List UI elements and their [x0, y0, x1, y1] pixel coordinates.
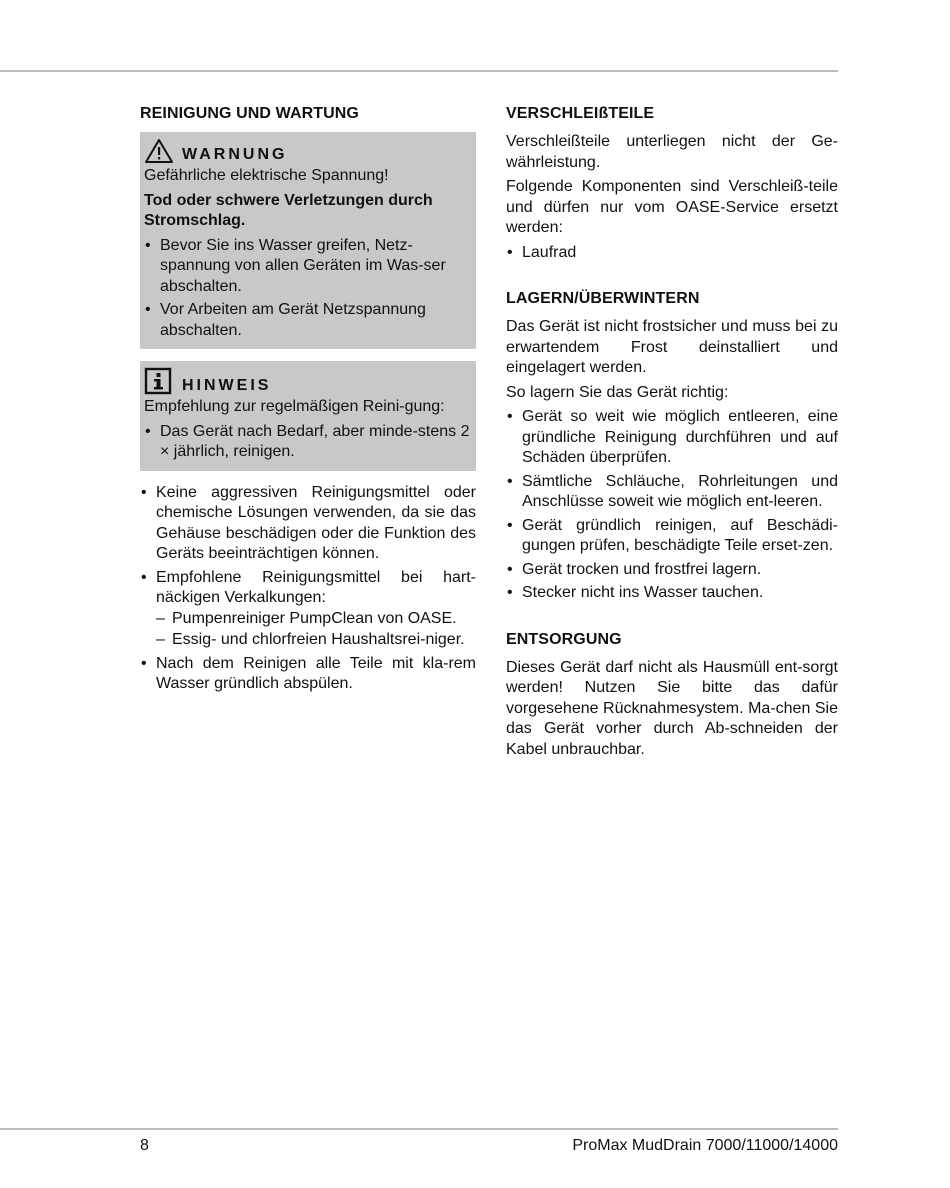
list-item: • Vor Arbeiten am Gerät Netzspannung abschalten.: [144, 300, 472, 341]
storage-list: [506, 407, 838, 604]
warning-text: Gefährliche elektrische Spannung!: [144, 167, 389, 184]
list-item: • Gerät so weit wie möglich entleeren, eine gründliche Reinigung durchführen und auf Schäden überprüfen.: [506, 407, 838, 469]
cleaning-list: [140, 483, 476, 695]
sub-list-item: – Pumpenreiniger PumpClean von OASE.: [156, 609, 476, 630]
hint-title: [144, 367, 472, 395]
list-item: • Gerät trocken und frostfrei lagern.: [506, 560, 838, 581]
list-item: • Bevor Sie ins Wasser greifen, Netz-spannung von allen Geräten im Was-ser abschalten.: [144, 236, 472, 298]
hint-label: HINWEIS: [182, 377, 272, 394]
page-number: 8: [140, 1137, 149, 1154]
info-icon: [144, 367, 174, 395]
wear-paragraph-1: Verschleißteile unterliegen nicht der Ge-währleistung.: [506, 133, 838, 171]
wear-paragraph-2: Folgende Komponenten sind Verschleiß-teile und dürfen nur vom OASE-Service ersetzt werden:: [506, 178, 838, 236]
hint-list: [144, 422, 472, 463]
footer-rule: [0, 1128, 838, 1130]
right-column: [506, 104, 838, 764]
storage-paragraph-2: So lagern Sie das Gerät richtig:: [506, 383, 729, 401]
product-title: ProMax MudDrain 7000/11000/14000: [572, 1137, 838, 1154]
disposal-paragraph: Dieses Gerät darf nicht als Hausmüll ent-sorgt werden! Nutzen Sie bitte das dafür vorgesehene Rücknahmesystem. Ma-chen Sie das Gerät vorher durch Ab-schneiden der Kabel unbrauchbar.: [506, 658, 838, 758]
storage-paragraph-1: Das Gerät ist nicht frostsicher und muss bei zu erwartendem Frost deinstalliert und eingelagert werden.: [506, 318, 838, 376]
section-heading-disposal: ENTSORGUNG: [506, 630, 622, 648]
list-item: • Laufrad: [506, 243, 838, 264]
hint-text: Empfehlung zur regelmäßigen Reini-gung:: [144, 398, 445, 415]
cleaner-sublist: [156, 609, 476, 651]
left-column: [140, 104, 476, 699]
warning-label: WARNUNG: [182, 146, 288, 163]
list-item: • Das Gerät nach Bedarf, aber minde-stens 2 × jährlich, reinigen.: [144, 422, 472, 463]
list-item-text: Empfohlene Reinigungsmittel bei hart-näckigen Verkalkungen:: [156, 568, 476, 606]
warning-box: [140, 132, 476, 349]
section-heading-wear-parts: VERSCHLEIßTEILE: [506, 105, 655, 122]
list-item: • Keine aggressiven Reinigungsmittel oder chemische Lösungen verwenden, da sie das Gehäuse beschädigen oder die Funktion des Geräts beeinträchtigen können.: [140, 483, 476, 565]
list-item: [140, 568, 476, 651]
sub-list-item: – Essig- und chlorfreien Haushaltsrei-niger.: [156, 630, 476, 651]
warning-triangle-icon: [144, 138, 174, 164]
list-item: • Sämtliche Schläuche, Rohrleitungen und Anschlüsse soweit wie möglich ent-leeren.: [506, 472, 838, 513]
header-rule: [0, 70, 838, 72]
hint-box: [140, 361, 476, 471]
warning-title: [144, 138, 472, 164]
section-heading-storage: LAGERN/ÜBERWINTERN: [506, 290, 700, 307]
list-item: • Nach dem Reinigen alle Teile mit kla-rem Wasser gründlich abspülen.: [140, 654, 476, 695]
list-item: • Stecker nicht ins Wasser tauchen.: [506, 583, 838, 604]
wear-list: [506, 243, 838, 264]
warning-list: [144, 236, 472, 342]
warning-bold-text: Tod oder schwere Verletzungen durch Stromschlag.: [144, 191, 433, 229]
list-item: • Gerät gründlich reinigen, auf Beschädi-gungen prüfen, beschädigte Teile erset-zen.: [506, 516, 838, 557]
section-heading-cleaning: REINIGUNG UND WARTUNG: [140, 105, 359, 122]
